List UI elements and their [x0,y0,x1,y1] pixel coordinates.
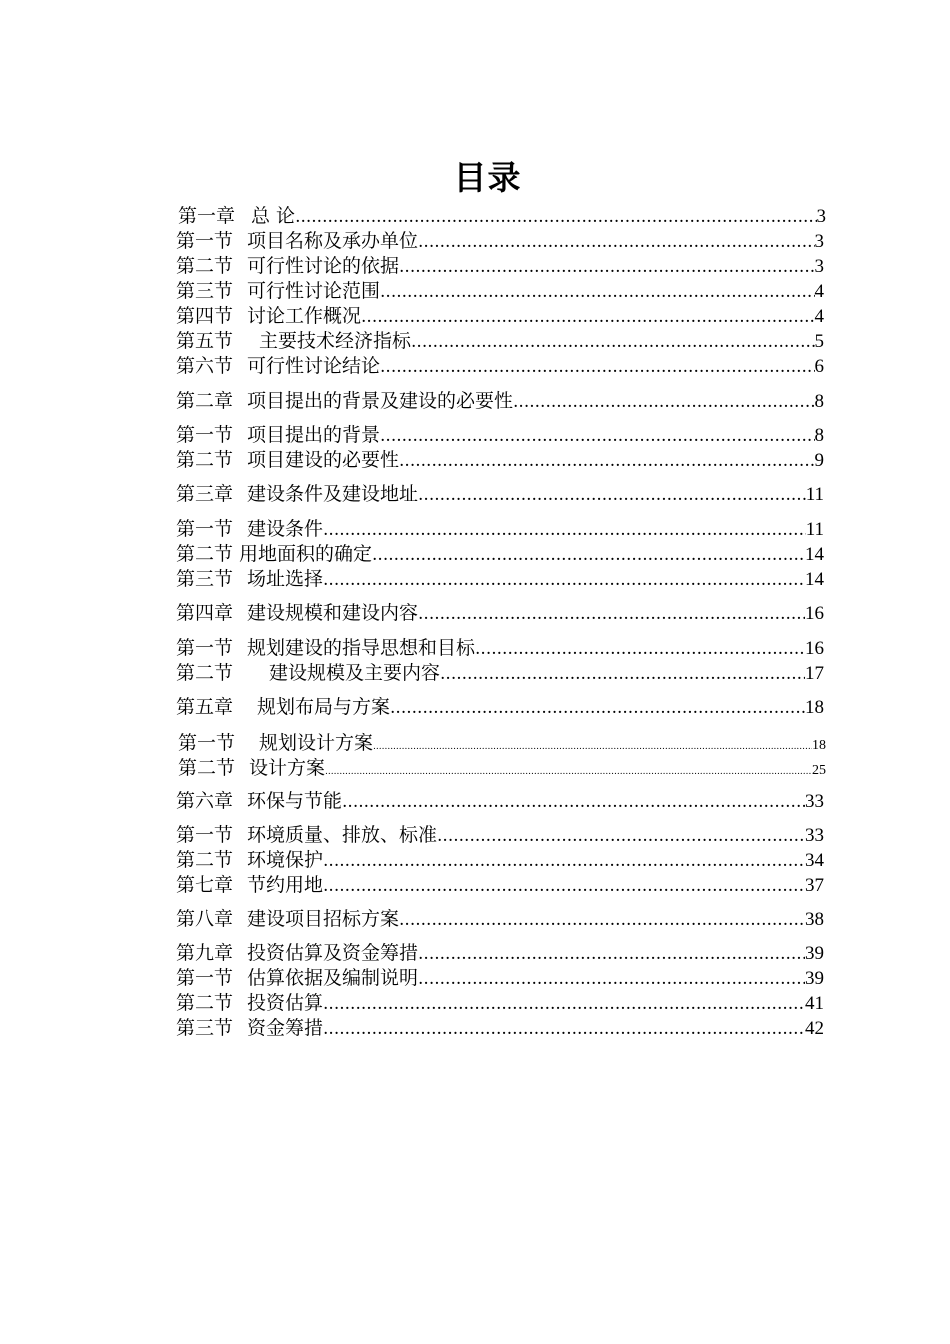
toc-entry-page: 9 [814,450,824,471]
toc-entry[interactable] [176,695,824,719]
toc-entry-page: 17 [805,663,824,684]
toc-entry-page: 5 [814,331,824,352]
toc-entry-page: 41 [805,993,824,1014]
toc-leader-dots [372,543,805,567]
toc-leader-dots [342,790,805,814]
toc-entry[interactable] [176,354,824,378]
toc-entry-number: 第五章 [176,696,234,718]
toc-entry[interactable] [176,304,824,328]
toc-entry-title: 建设条件及建设地址 [247,483,419,505]
toc-entry-number: 第二节 [176,543,234,565]
toc-entry[interactable] [176,254,824,278]
toc-leader-dots [380,355,814,379]
toc-entry-title: 项目建设的必要性 [247,449,400,471]
toc-entry-title: 投资估算 [247,992,324,1014]
toc-entry[interactable] [178,731,826,755]
toc-entry[interactable] [176,567,824,591]
toc-entry-title: 节约用地 [247,874,324,896]
toc-entry-page: 14 [805,544,824,565]
toc-entry-title: 主要技术经济指标 [259,330,412,352]
toc-entry[interactable] [176,966,824,990]
toc-entry-number: 第二节 [178,757,236,779]
toc-leader-dots [323,568,805,592]
toc-leader-dots [411,330,814,354]
toc-entry[interactable] [176,661,824,685]
toc-entry-title: 总 论 [251,205,296,227]
toc-leader-dots [437,824,805,848]
toc-entry-number: 第三节 [176,280,234,302]
toc-entry-title: 投资估算及资金筹措 [247,942,419,964]
toc-entry-page: 25 [812,763,826,778]
toc-entry-number: 第九章 [176,942,234,964]
toc-entry[interactable] [176,823,824,847]
toc-entry-number: 第八章 [176,908,234,930]
toc-entry-number: 第一节 [176,637,234,659]
toc-entry-number: 第一节 [176,967,234,989]
toc-entry-title: 项目提出的背景 [247,424,381,446]
toc-entry-number: 第六节 [176,355,234,377]
toc-entry[interactable] [176,482,824,506]
toc-entry-page: 38 [805,909,824,930]
toc-entry-number: 第三节 [176,1017,234,1039]
toc-entry[interactable] [176,423,824,447]
toc-entry-number: 第一章 [178,205,236,227]
toc-entry[interactable] [176,389,824,413]
toc-entry-title: 环境质量、排放、标准 [247,824,438,846]
toc-entry[interactable] [176,329,824,353]
toc-leader-dots [475,637,805,661]
toc-entry-page: 39 [805,968,824,989]
toc-entry-title: 项目提出的背景及建设的必要性 [247,390,514,412]
toc-entry[interactable] [176,789,824,813]
toc-entry-page: 33 [805,791,824,812]
toc-entry[interactable] [176,279,824,303]
toc-leader-dots [399,449,814,473]
toc-leader-dots [380,280,814,304]
toc-entry-title: 环保与节能 [247,790,343,812]
toc-leader-dots [380,424,814,448]
toc-entry-title: 可行性讨论的依据 [247,255,400,277]
toc-entry-page: 16 [805,603,824,624]
toc-entry-page: 3 [814,231,824,252]
toc-entry-title: 项目名称及承办单位 [247,230,419,252]
toc-entry-page: 8 [814,425,824,446]
toc-leader-dots [323,992,805,1016]
toc-entry-number: 第二节 [176,255,234,277]
toc-leader-dots [418,230,814,254]
toc-entry-title: 可行性讨论范围 [247,280,381,302]
toc-entry-title: 用地面积的确定 [239,543,373,565]
toc-entry-number: 第一节 [176,824,234,846]
toc-entry[interactable] [176,991,824,1015]
toc-entry-page: 11 [805,519,824,540]
toc-entry-title: 建设规模和建设内容 [247,602,419,624]
toc-leader-dots [323,1017,805,1041]
toc-entry[interactable] [176,601,824,625]
toc-entry-page: 14 [805,569,824,590]
toc-entry-title: 建设条件 [247,518,324,540]
toc-entry[interactable] [176,907,824,931]
toc-entry-number: 第二节 [176,662,234,684]
toc-leader-dots [418,602,805,626]
toc-entry-title: 建设项目招标方案 [247,908,400,930]
toc-entry[interactable] [176,873,824,897]
toc-entry[interactable] [178,204,826,228]
toc-entry-title: 可行性讨论结论 [247,355,381,377]
toc-entry-number: 第四节 [176,305,234,327]
toc-leader-dots [513,390,814,414]
toc-entry-page: 33 [805,825,824,846]
toc-entry-title: 场址选择 [247,568,324,590]
toc-entry-title: 规划设计方案 [259,732,374,754]
toc-entry-title: 规划建设的指导思想和目标 [247,637,476,659]
toc-leader-dots [418,483,806,507]
toc-leader-dots [418,942,805,966]
toc-entry-page: 18 [812,738,826,753]
toc-entry-title: 讨论工作概况 [247,305,362,327]
toc-entry-page: 16 [805,638,824,659]
toc-leader-dots [399,255,814,279]
toc-entry-page: 18 [805,697,824,718]
toc-entry-number: 第二节 [176,992,234,1014]
toc-entry-number: 第一节 [176,518,234,540]
toc-entry[interactable] [176,636,824,660]
toc-entry-number: 第一节 [176,230,234,252]
page-title: 目录 [453,158,522,197]
toc-entry-number: 第五节 [176,330,234,352]
toc-entry-title: 规划布局与方案 [257,696,391,718]
toc-entry[interactable] [178,756,826,780]
toc-entry[interactable] [176,229,824,253]
toc-entry[interactable] [176,941,824,965]
toc-entry-number: 第三章 [176,483,234,505]
toc-entry-page: 6 [814,356,824,377]
toc-entry-title: 估算依据及编制说明 [247,967,419,989]
toc-entry-page: 4 [814,306,824,327]
toc-leader-dots [390,696,805,720]
toc-entry-page: 37 [805,875,824,896]
toc-entry[interactable] [176,517,824,541]
toc-entry-title: 环境保护 [247,849,324,871]
toc-entry-number: 第二节 [176,849,234,871]
toc-entry-number: 第三节 [176,568,234,590]
toc-entry-title: 资金筹措 [247,1017,324,1039]
toc-entry-number: 第二节 [176,449,234,471]
toc-leader-dots [323,849,805,873]
toc-entry[interactable] [176,1016,824,1040]
toc-leader-dots [361,305,814,329]
toc-leader-dots [323,874,805,898]
toc-leader-dots [440,662,805,686]
toc-entry-title: 设计方案 [249,757,326,779]
toc-entry-page: 3 [816,206,826,227]
toc-entry-number: 第六章 [176,790,234,812]
toc-entry-number: 第一节 [178,732,236,754]
toc-entry[interactable] [176,542,824,566]
toc-entry-page: 34 [805,850,824,871]
toc-entry-page: 42 [805,1018,824,1039]
toc-entry-page: 3 [814,256,824,277]
toc-entry-number: 第一节 [176,424,234,446]
toc-entry-number: 第四章 [176,602,234,624]
toc-entry-number: 第二章 [176,390,234,412]
toc-entry-page: 39 [805,943,824,964]
toc-entry[interactable] [176,448,824,472]
toc-entry-page: 11 [805,484,824,505]
toc-leader-dots [295,205,816,229]
toc-leader-dots [418,967,805,991]
toc-entry-page: 4 [814,281,824,302]
toc-leader-dots [399,908,805,932]
toc-entry-number: 第七章 [176,874,234,896]
toc-leader-dots [325,760,812,784]
toc-entry-page: 8 [814,391,824,412]
toc-leader-dots [323,518,806,542]
toc-entry-title: 建设规模及主要内容 [269,662,441,684]
toc-entry[interactable] [176,848,824,872]
